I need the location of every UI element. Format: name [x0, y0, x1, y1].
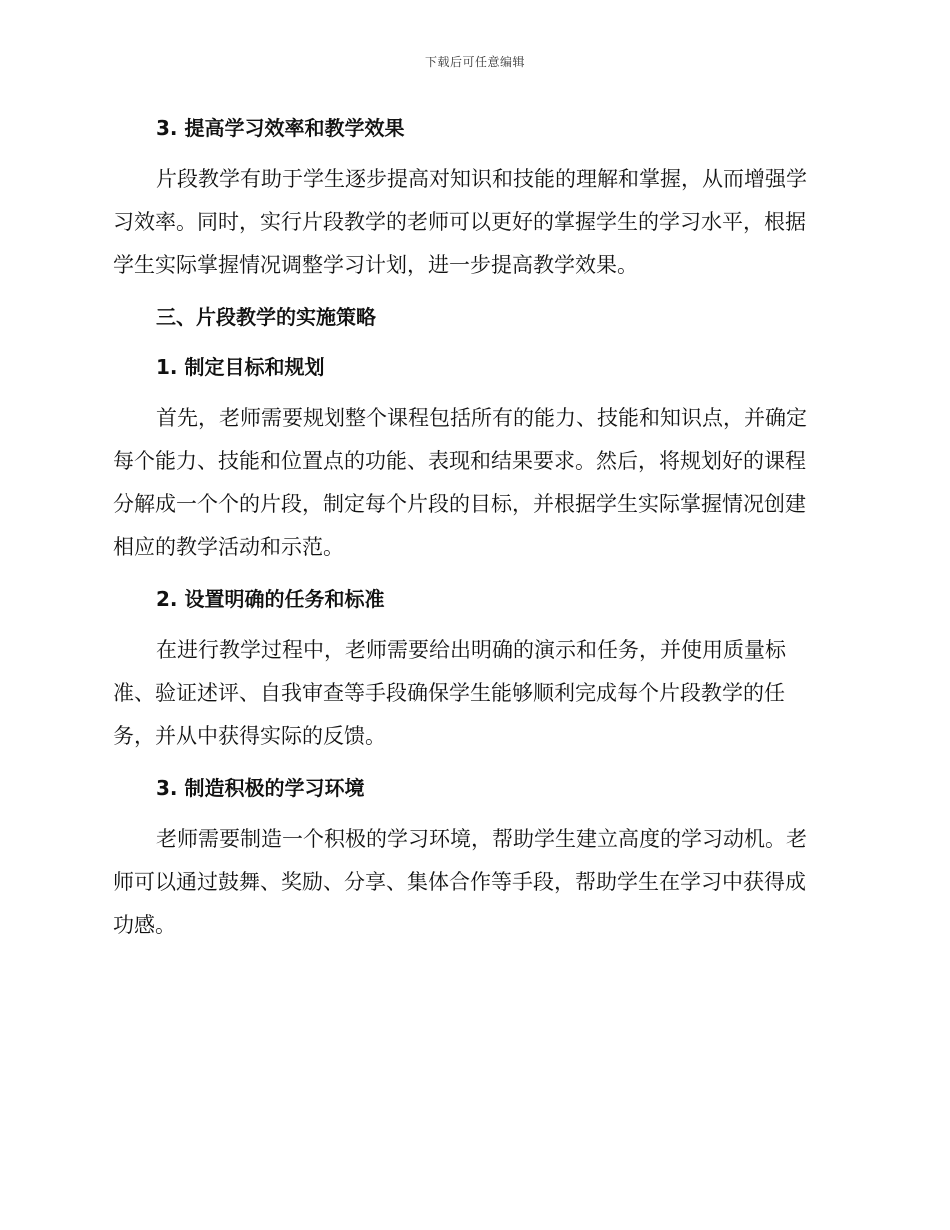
paragraph-learning-environment [113, 818, 833, 947]
paragraph-line: 习效率。同时，实行片段教学的老师可以更好的掌握学生的学习水平，根据 [113, 210, 806, 234]
paragraph-line: 每个能力、技能和位置点的功能、表现和结果要求。然后，将规划好的课程 [113, 449, 806, 473]
paragraph-line: 在进行教学过程中，老师需要给出明确的演示和任务，并使用质量标 [156, 638, 786, 662]
paragraph-line: 务，并从中获得实际的反馈。 [113, 724, 386, 748]
paragraph-goals-planning [113, 397, 833, 569]
paragraph-line: 片段教学有助于学生逐步提高对知识和技能的理解和掌握，从而增强学 [156, 167, 807, 191]
paragraph-line: 分解成一个个的片段，制定每个片段的目标，并根据学生实际掌握情况创建 [113, 492, 806, 516]
section-heading-improve-efficiency: 3. 提高学习效率和教学效果 [156, 116, 405, 140]
document-body [113, 108, 833, 957]
paragraph-line: 师可以通过鼓舞、奖励、分享、集体合作等手段，帮助学生在学习中获得成 [113, 870, 806, 894]
paragraph-improve-efficiency [113, 158, 833, 287]
page-header: 下载后可任意编辑 [424, 55, 525, 69]
section-heading-tasks-standards: 2. 设置明确的任务和标准 [156, 587, 385, 611]
paragraph-tasks-standards [113, 629, 833, 758]
paragraph-line: 功感。 [113, 913, 176, 937]
paragraph-line: 首先，老师需要规划整个课程包括所有的能力、技能和知识点，并确定 [156, 406, 807, 430]
chapter-heading-strategies: 三、片段教学的实施策略 [156, 305, 376, 329]
paragraph-line: 相应的教学活动和示范。 [113, 535, 344, 559]
paragraph-line: 老师需要制造一个积极的学习环境，帮助学生建立高度的学习动机。老 [156, 827, 807, 851]
section-heading-learning-environment: 3. 制造积极的学习环境 [156, 776, 365, 800]
paragraph-line: 准、验证述评、自我审查等手段确保学生能够顺利完成每个片段教学的任 [113, 681, 785, 705]
paragraph-line: 学生实际掌握情况调整学习计划，进一步提高教学效果。 [113, 253, 638, 277]
section-heading-goals-planning: 1. 制定目标和规划 [156, 355, 325, 379]
